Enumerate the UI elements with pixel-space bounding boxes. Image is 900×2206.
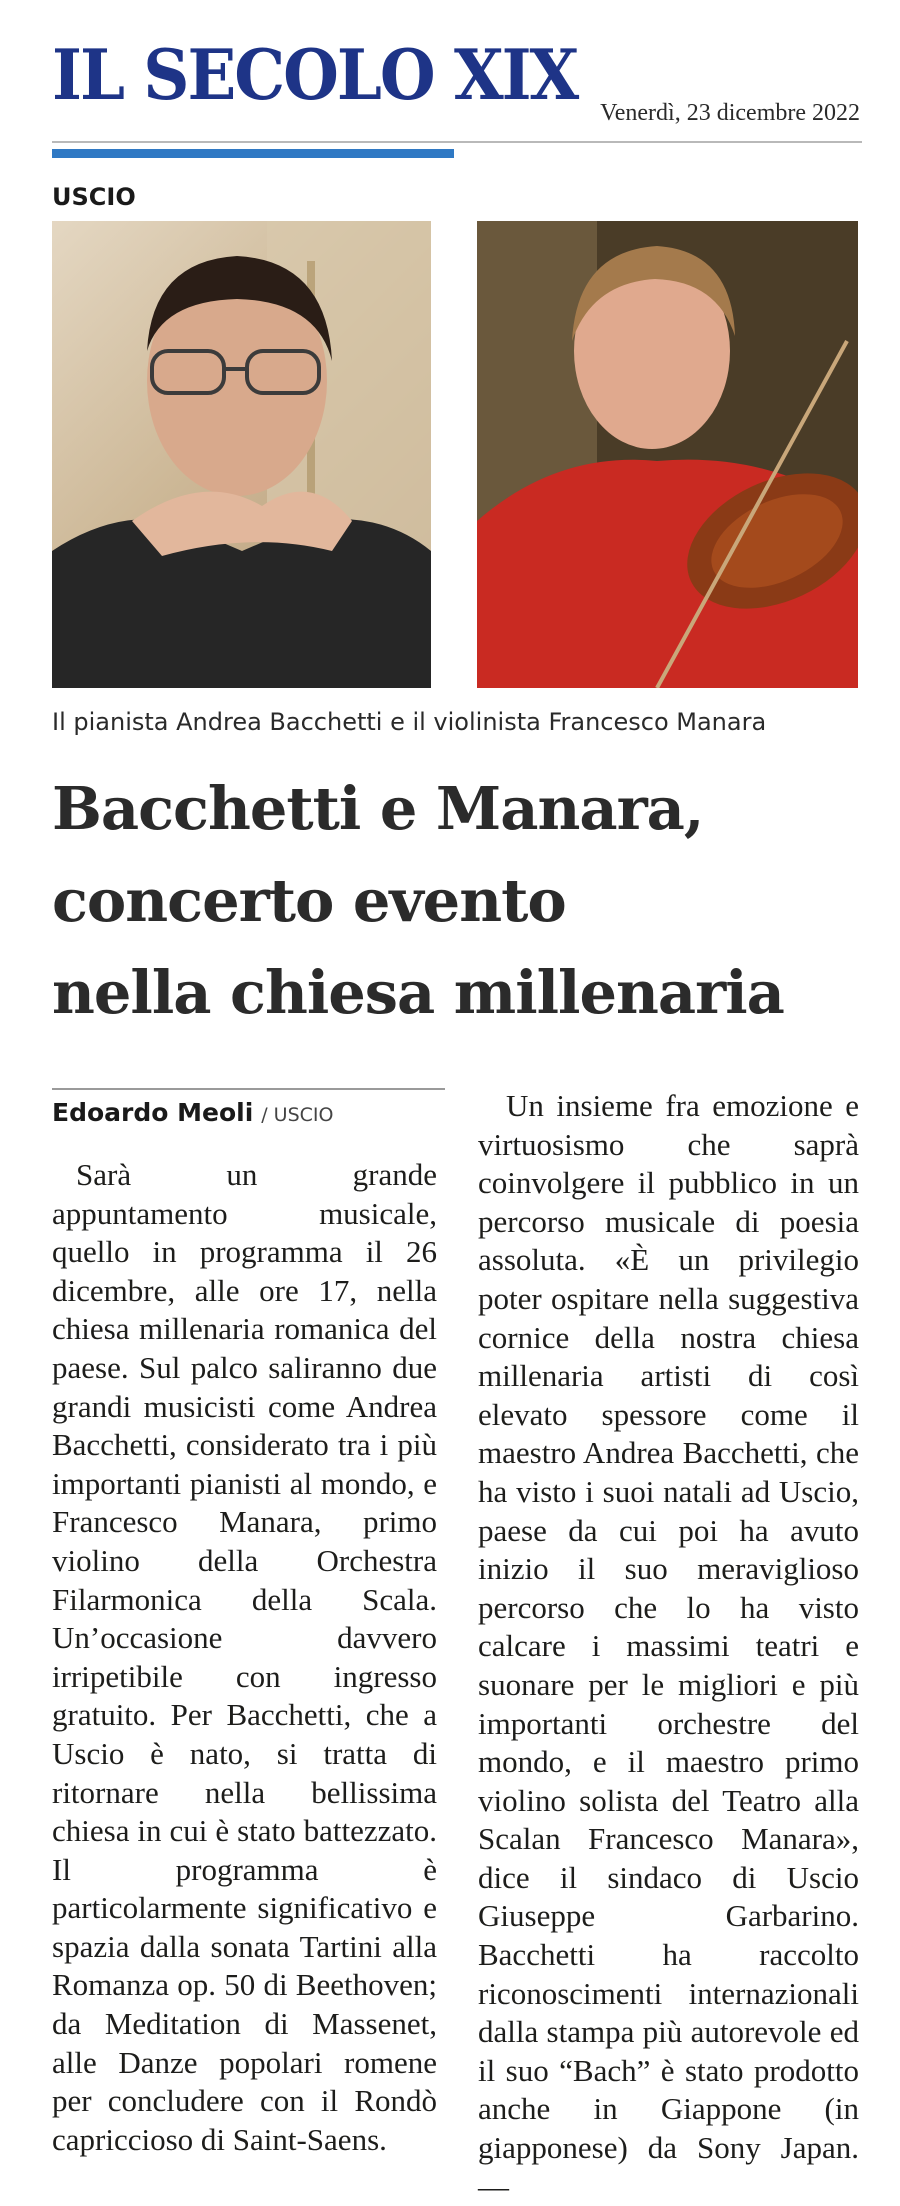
pianist-photo [52,221,431,688]
article-column-2: Un insieme fra emozione e virtuosismo che saprà coinvolgere il pubblico in un percorso musicale di poesia assoluta. «È un privilegio poter ospitare nella suggestiva cornice della nostra chiesa millenaria artisti di così elevato spessore come il maestro Andrea Bacchetti, che ha visto i suoi natali ad Uscio, paese da cui poi ha avuto inizio il suo meraviglioso percorso che lo ha visto calcare i massimi teatri e suonare per le migliori e più importanti orchestre del mondo, e il maestro primo violino solista del Teatro alla Scalan Francesco Manara», dice il sindaco di Uscio Giuseppe Garbarino. Bacchetti ha raccolto riconoscimenti internazionali dalla stampa più autorevole ed il suo “Bach” è stato prodotto anche in Giappone (in giapponese) da Sony Japan. — [478,1088,859,2204]
headline-line: Bacchetti e Manara, [52,774,704,843]
byline [52,1098,333,1127]
author-name: Edoardo Meoli [52,1098,254,1127]
header-accent-bar [52,149,454,158]
photo-caption: Il pianista Andrea Bacchetti e il violinista Francesco Manara [52,708,767,736]
byline-place: / USCIO [261,1104,334,1126]
publication-date: Venerdì, 23 dicembre 2022 [600,100,860,126]
section-label: USCIO [52,183,136,211]
byline-divider [52,1088,445,1090]
masthead-logo: IL SECOLO XIX [52,35,578,117]
header-divider [52,141,862,143]
article-column-1: Sarà un grande appuntamento musicale, quello in programma il 26 dicembre, alle ore 17, nella chiesa millenaria romanica del paese. Sul palco saliranno due grandi musicisti come Andrea Bacchetti, considerato tra i più importanti pianisti al mondo, e Francesco Manara, primo violino della Orchestra Filarmonica della Scala. Un’occasione davvero irripetibile con ingresso gratuito. Per Bacchetti, che a Uscio è nato, si tratta di ritornare nella bellissima chiesa in cui è stato battezzato. Il programma è particolarmente significativo e spazia dalla sonata Tartini alla Romanza op. 50 di Beethoven; da Meditation di Massenet, alle Danze popolari romene per concludere con il Rondò capriccioso di Saint-Saens. [52,1157,437,2157]
headline-line: concerto evento [52,866,566,935]
headline [52,763,882,1039]
headline-line: nella chiesa millenaria [52,958,784,1027]
violinist-photo [477,221,858,688]
